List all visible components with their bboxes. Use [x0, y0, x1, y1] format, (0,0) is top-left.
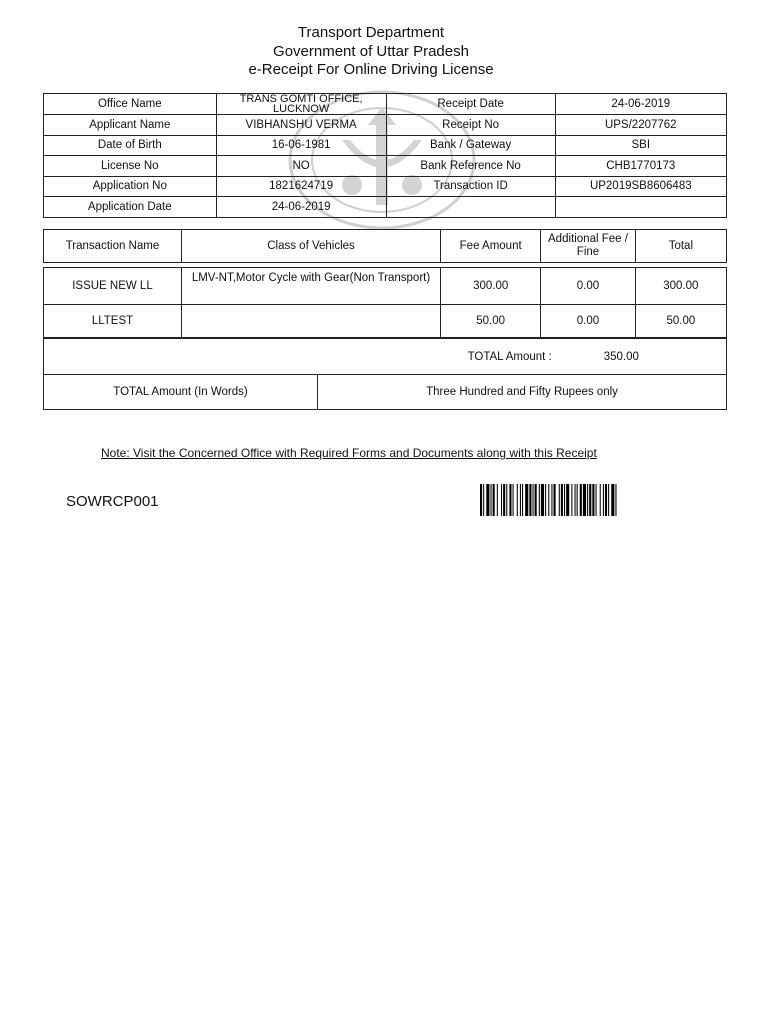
fee-table	[43, 229, 727, 338]
office-note: Note: Visit the Concerned Office with Required Forms and Documents along with this Receipt	[101, 446, 597, 460]
transaction-name-header: Transaction Name	[44, 230, 182, 263]
applicant-name-label: Applicant Name	[44, 115, 217, 136]
additional-fee-header: Additional Fee / Fine	[541, 230, 635, 263]
fee-amount-header: Fee Amount	[441, 230, 541, 263]
table-row	[44, 268, 727, 305]
table-row	[44, 115, 727, 136]
empty-label	[386, 197, 555, 218]
application-no-value: 1821624719	[216, 176, 386, 197]
table-row	[44, 305, 727, 338]
amount-in-words-table	[43, 374, 727, 410]
transaction-name-cell: ISSUE NEW LL	[44, 268, 182, 305]
total-amount-value: 350.00	[558, 339, 727, 375]
office-name-value: TRANS GOMTI OFFICE, LUCKNOW	[216, 94, 386, 115]
amount-in-words-value: Three Hundred and Fifty Rupees only	[318, 375, 727, 410]
transaction-id-value: UP2019SB8606483	[555, 176, 726, 197]
application-date-value: 24-06-2019	[216, 197, 386, 218]
total-cell: 300.00	[635, 268, 726, 305]
vehicle-class-cell: LMV-NT,Motor Cycle with Gear(Non Transport)	[181, 268, 440, 305]
additional-fee-cell: 0.00	[541, 305, 635, 338]
additional-fee-cell: 0.00	[541, 268, 635, 305]
fee-amount-cell: 300.00	[441, 268, 541, 305]
license-no-label: License No	[44, 156, 217, 177]
total-row	[44, 339, 727, 375]
receipt-date-label: Receipt Date	[386, 94, 555, 115]
amount-in-words-label: TOTAL Amount (In Words)	[44, 375, 318, 410]
applicant-info-table	[43, 93, 727, 218]
department-title: Transport Department	[297, 24, 445, 41]
footer-code: SOWRCP001	[66, 493, 159, 510]
empty-value	[555, 197, 726, 218]
bank-gateway-value: SBI	[555, 135, 726, 156]
bank-gateway-label: Bank / Gateway	[386, 135, 555, 156]
table-row	[44, 135, 727, 156]
government-title: Government of Uttar Pradesh	[273, 43, 469, 60]
receipt-no-value: UPS/2207762	[555, 115, 726, 136]
table-row	[44, 156, 727, 177]
receipt-title: e-Receipt For Online Driving License	[248, 61, 494, 78]
application-no-label: Application No	[44, 176, 217, 197]
table-row	[44, 197, 727, 218]
license-no-value: NO	[216, 156, 386, 177]
office-name-label: Office Name	[44, 94, 217, 115]
receipt-date-value: 24-06-2019	[555, 94, 726, 115]
total-cell: 50.00	[635, 305, 726, 338]
bank-reference-label: Bank Reference No	[386, 156, 555, 177]
class-of-vehicles-header: Class of Vehicles	[181, 230, 440, 263]
fee-header-row	[44, 230, 727, 263]
table-row	[44, 94, 727, 115]
transaction-name-cell: LLTEST	[44, 305, 182, 338]
dob-label: Date of Birth	[44, 135, 217, 156]
total-amount-label: TOTAL Amount :	[44, 339, 558, 375]
bank-reference-value: CHB1770173	[555, 156, 726, 177]
application-date-label: Application Date	[44, 197, 217, 218]
transaction-id-label: Transaction ID	[386, 176, 555, 197]
table-row	[44, 176, 727, 197]
barcode-icon	[480, 484, 718, 516]
fee-amount-cell: 50.00	[441, 305, 541, 338]
receipt-no-label: Receipt No	[386, 115, 555, 136]
vehicle-class-cell	[181, 305, 440, 338]
words-row	[44, 375, 727, 410]
dob-value: 16-06-1981	[216, 135, 386, 156]
total-header: Total	[635, 230, 726, 263]
applicant-name-value: VIBHANSHU VERMA	[216, 115, 386, 136]
total-table	[43, 338, 727, 375]
